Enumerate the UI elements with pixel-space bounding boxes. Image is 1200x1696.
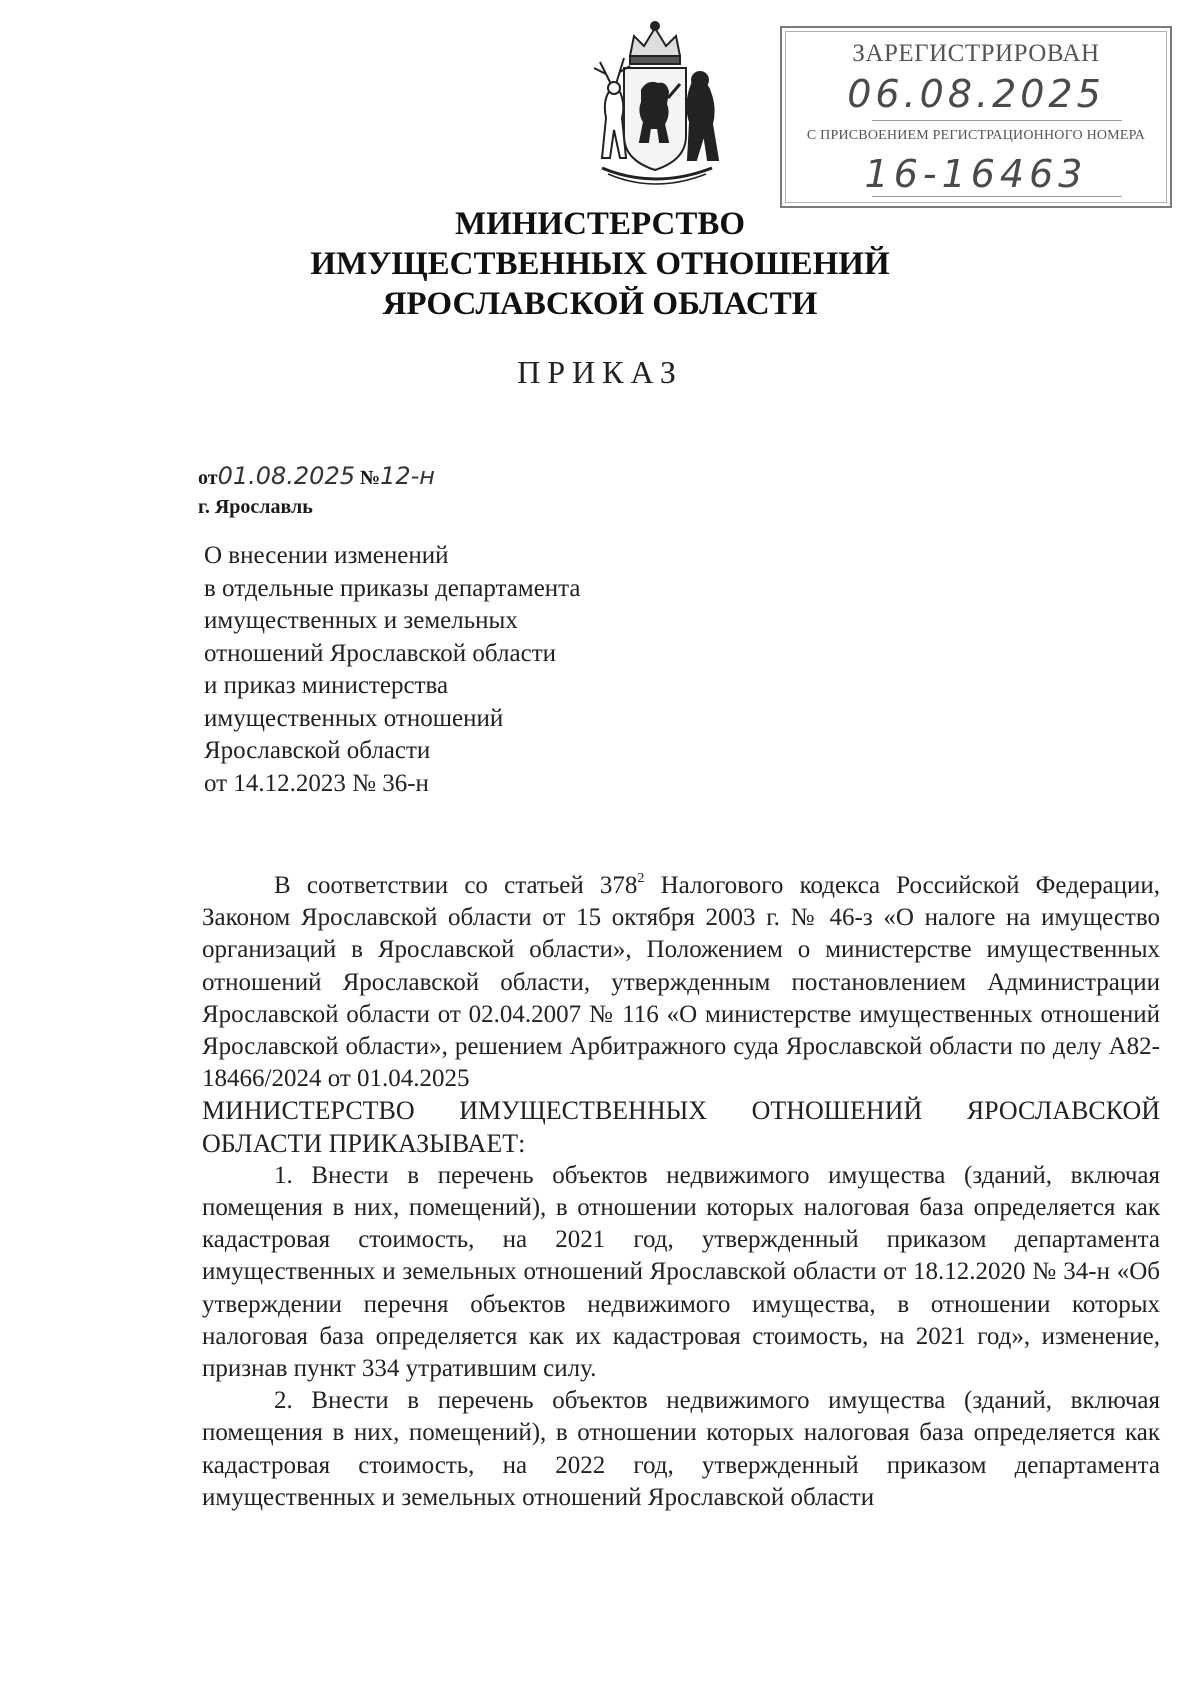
- stamp-underline: [872, 120, 1122, 121]
- order-number-prefix: №: [359, 467, 381, 489]
- subject-line: отношений Ярославской области: [204, 639, 557, 667]
- order-body: [202, 870, 1160, 1514]
- item-1-paragraph: 1. Внести в перечень объектов недвижимого имущества (зданий, включая помещения в них, помещений), в отношении которых налоговая база определяется как кадастровая стоимость, на 2021 год, утвержденный приказом департамента имущественных и земельных отношений Ярославской области от 18.12.2020 № 34-н «Об утверждении перечня объектов недвижимого имущества, в отношении которых налоговая база определяется как их кадастровая стоимость, на 2021 год», изменение, признав пункт 334 утратившим силу.: [202, 1161, 1160, 1383]
- order-handwritten-date: 01.08.2025: [217, 462, 355, 490]
- subject-line: и приказ министерства: [204, 672, 449, 699]
- orders-clause: МИНИСТЕРСТВО ИМУЩЕСТВЕННЫХ ОТНОШЕНИЙ ЯРОСЛАВСКОЙ ОБЛАСТИ ПРИКАЗЫВАЕТ:: [202, 1096, 1160, 1158]
- ministry-heading-line: ЯРОСЛАВСКОЙ ОБЛАСТИ: [382, 286, 818, 322]
- preamble-paragraph: [202, 870, 1160, 1095]
- subject-line: имущественных отношений: [204, 704, 504, 732]
- coat-of-arms-emblem: [572, 18, 738, 190]
- document-type-title: ПРИКАЗ: [517, 354, 683, 390]
- stamp-underline: [872, 196, 1122, 197]
- subject-line: имущественных и земельных: [204, 607, 518, 634]
- order-handwritten-number: 12-н: [380, 462, 435, 490]
- preamble-start: В соответствии со статьей 378: [274, 872, 638, 899]
- subject-line: Ярославской области: [204, 737, 431, 764]
- subject-line: в отдельные приказы департамента: [204, 574, 581, 602]
- ministry-heading-line: МИНИСТЕРСТВО: [454, 206, 746, 242]
- order-city: г. Ярославль: [198, 496, 313, 518]
- stamp-handwritten-date: 06.08.2025: [847, 72, 1105, 116]
- stamp-subtitle: С ПРИСВОЕНИЕМ РЕГИСТРАЦИОННОГО НОМЕРА: [806, 128, 1146, 143]
- item-2-paragraph: 2. Внести в перечень объектов недвижимого имущества (зданий, включая помещения в них, помещений), в отношении которых налоговая база определяется как кадастровая стоимость, на 2022 год, утвержденный приказом департамента имущественных и земельных отношений Ярославской области: [202, 1387, 1160, 1511]
- stamp-title: ЗАРЕГИСТРИРОВАН: [852, 40, 1100, 67]
- ministry-heading: [0, 204, 1200, 324]
- order-subject: [204, 540, 581, 800]
- stamp-handwritten-number: 16-16463: [864, 152, 1088, 196]
- subject-line: от 14.12.2023 № 36-н: [204, 769, 429, 797]
- order-from-prefix: от: [198, 467, 218, 489]
- ministry-heading-line: ИМУЩЕСТВЕННЫХ ОТНОШЕНИЙ: [310, 246, 890, 282]
- order-date-line: [198, 462, 435, 490]
- registration-stamp: [780, 26, 1172, 208]
- preamble-rest: Налогового кодекса Российской Федерации, Законом Ярославской области от 15 октября 2003 г. № 46-з «О налоге на имущество организаций в Ярославской области», Положением о министерстве имущественных отношений Ярославской области, утвержденным постановлением Администрации Ярославской области от 02.04.2007 № 116 «О министерстве имущественных отношений Ярославской области», решением Арбитражного суда Ярославской области по делу А82-18466/2024 от 01.04.2025: [202, 872, 1160, 1093]
- article-superscript: 2: [637, 870, 645, 886]
- subject-line: О внесении изменений: [204, 542, 449, 569]
